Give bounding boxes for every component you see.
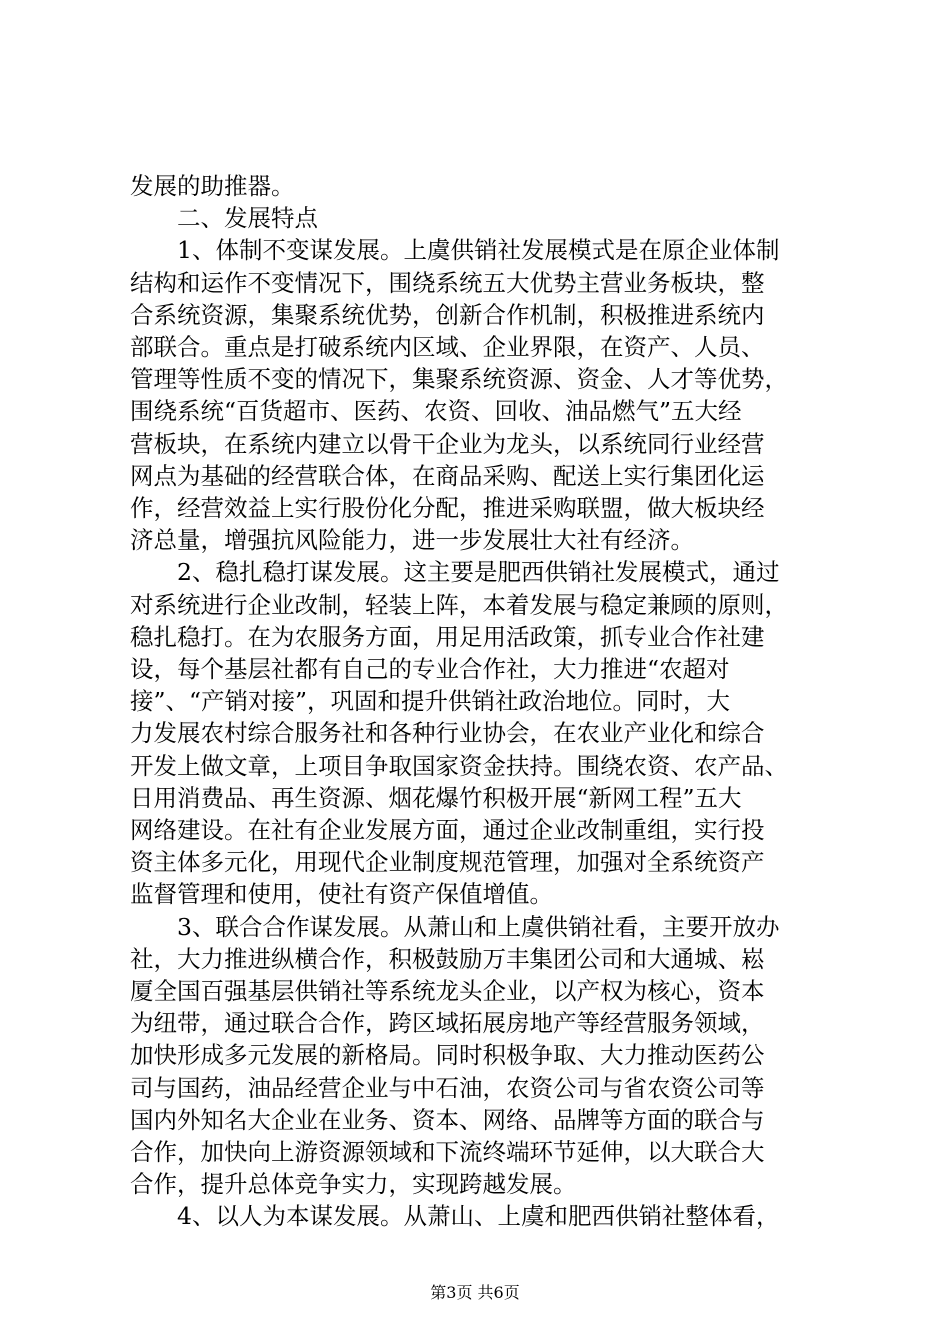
text-line: 稳扎稳打。在为农服务方面，用足用活政策，抓专业合作社建	[130, 622, 765, 651]
text-line: 部联合。重点是打破系统内区域、企业界限，在资产、人员、	[130, 333, 765, 361]
text-line: 监督管理和使用，使社有资产保值增值。	[130, 880, 553, 909]
page-footer: 第3页 共6页	[430, 1283, 520, 1302]
text-line: 1、体制不变谋发展。上虞供销社发展模式是在原企业体制	[130, 236, 780, 265]
text-line: 厦全国百强基层供销社等系统龙头企业，以产权为核心，资本	[130, 977, 765, 1005]
text-line: 管理等性质不变的情况下，集聚系统资源、资金、人才等优势，	[130, 365, 788, 394]
text-line: 3、联合合作谋发展。从萧山和上虞供销社看，主要开放办	[130, 912, 780, 941]
text-line: 4、以人为本谋发展。从萧山、上虞和肥西供销社整体看，	[130, 1202, 780, 1231]
text-line: 对系统进行企业改制，轻装上阵，本着发展与稳定兼顾的原则，	[130, 590, 788, 619]
text-line: 加快形成多元发展的新格局。同时积极争取、大力推动医药公	[130, 1041, 765, 1070]
text-line: 国内外知名大企业在业务、资本、网络、品牌等方面的联合与	[130, 1105, 765, 1134]
text-line: 网点为基础的经营联合体，在商品采购、配送上实行集团化运	[130, 461, 765, 490]
text-line: 围绕系统“百货超市、医药、农资、回收、油品燃气”五大经	[130, 397, 742, 426]
text-line: 营板块，在系统内建立以骨干企业为龙头，以系统同行业经营	[130, 429, 765, 458]
text-line: 二、发展特点	[130, 204, 318, 233]
text-line: 济总量，增强抗风险能力，进一步发展壮大社有经济。	[130, 526, 694, 555]
text-line: 2、稳扎稳打谋发展。这主要是肥西供销社发展模式，通过	[130, 558, 780, 587]
text-line: 为纽带，通过联合合作，跨区域拓展房地产等经营服务领域，	[130, 1009, 765, 1038]
text-line: 合系统资源，集聚系统优势，创新合作机制，积极推进系统内	[130, 300, 765, 329]
text-line: 司与国药，油品经营企业与中石油，农资公司与省农资公司等	[130, 1073, 765, 1102]
text-line: 结构和运作不变情况下，围绕系统五大优势主营业务板块，整	[130, 268, 765, 297]
text-line: 网络建设。在社有企业发展方面，通过企业改制重组，实行投	[130, 816, 765, 844]
text-line: 社，大力推进纵横合作，积极鼓励万丰集团公司和大通城、崧	[130, 944, 765, 973]
text-line: 合作，加快向上游资源领域和下流终端环节延伸，以大联合大	[130, 1138, 765, 1166]
text-line: 发展的助推器。	[130, 172, 295, 200]
text-line: 接”、“产销对接”，巩固和提升供销社政治地位。同时，大	[130, 687, 731, 716]
text-line: 合作，提升总体竞争实力，实现跨越发展。	[130, 1170, 577, 1199]
text-line: 设，每个基层社都有自己的专业合作社，大力推进“农超对	[130, 655, 730, 683]
text-line: 资主体多元化，用现代企业制度规范管理，加强对全系统资产	[130, 848, 765, 877]
text-line: 日用消费品、再生资源、烟花爆竹积极开展“新网工程”五大	[130, 783, 742, 812]
text-line: 作，经营效益上实行股份化分配，推进采购联盟，做大板块经	[130, 494, 765, 522]
text-line: 开发上做文章，上项目争取国家资金扶持。围绕农资、农产品、	[130, 751, 788, 780]
text-line: 力发展农村综合服务社和各种行业协会，在农业产业化和综合	[130, 719, 765, 748]
